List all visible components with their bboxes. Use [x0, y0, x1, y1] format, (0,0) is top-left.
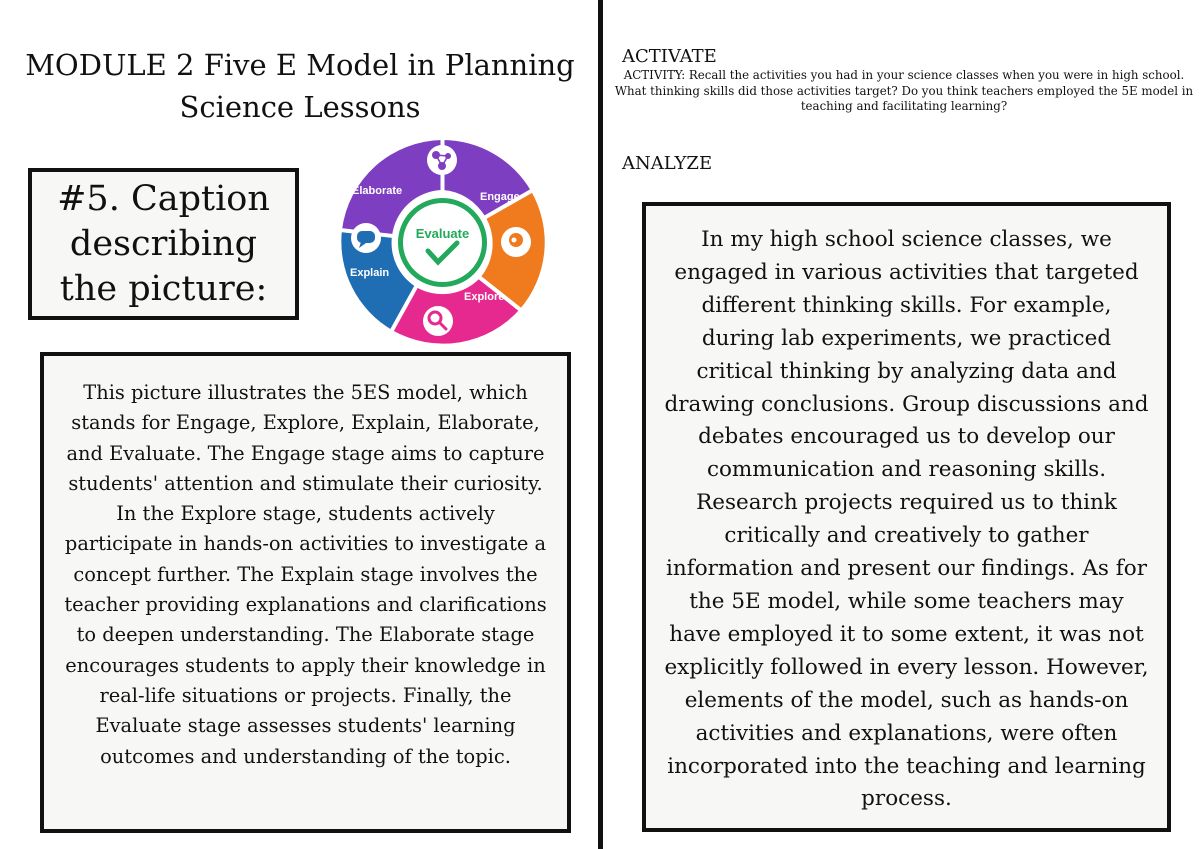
- five-e-cycle-graphic: [330, 130, 555, 355]
- caption-heading-box: [28, 168, 299, 320]
- magnifier-icon: [423, 306, 453, 336]
- analyze-answer: In my high school science classes, we engaged in various activities that targeted different thinking skills. For example, during lab experiments, we practiced critical thinking by analyzing data and drawing conclusions. Group discussions and debates encouraged us to develop our communication and reasoning skills. Research projects required us to think critically and creatively to gather information and present our findings. As for the 5E model, while some teachers may have employed it to some extent, it was not explicitly followed in every lesson. However, elements of the model, such as hands-on activities and explanations, were often incorporated into the teaching and learning process.: [664, 227, 1149, 812]
- analyze-heading: ANALYZE: [622, 153, 713, 174]
- engage-label: Engage: [480, 191, 520, 203]
- page-divider: [598, 0, 603, 849]
- evaluate-label: Evaluate: [415, 226, 470, 241]
- network-icon: [427, 145, 457, 175]
- elaborate-label: Elaborate: [352, 185, 403, 197]
- head-gears-icon: [501, 227, 531, 257]
- activity-prompt: ACTIVITY: Recall the activities you had in your science classes when you were in high school. What thinking skills did those activities target? Do you think teachers employed the 5E model in teaching and facilitating learning?: [614, 68, 1194, 113]
- explore-label: Explore: [464, 291, 505, 303]
- analyze-answer-box: [642, 202, 1171, 832]
- explain-label: Explain: [350, 267, 390, 279]
- module-title: MODULE 2 Five E Model in Planning Science Lessons: [25, 48, 575, 124]
- five-e-diagram: [330, 130, 555, 355]
- caption-heading: #5. Caption describing the picture:: [57, 178, 270, 309]
- picture-description: This picture illustrates the 5ES model, which stands for Engage, Explore, Explain, Elaborate, and Evaluate. The Engage stage aims to capture students' attention and stimulate their curiosity. In the Explore stage, students actively participate in hands-on activities to investigate a concept further. The Explain stage involves the teacher providing explanations and clarifications to deepen understanding. The Elaborate stage encourages students to apply their knowledge in real-life situations or projects. Finally, the Evaluate stage assesses students' learning outcomes and understanding of the topic.: [64, 381, 547, 768]
- speech-bubble-icon: [351, 223, 381, 253]
- picture-description-box: [40, 352, 571, 833]
- activate-heading: ACTIVATE: [622, 46, 717, 67]
- evaluate-center-circle: [401, 201, 485, 285]
